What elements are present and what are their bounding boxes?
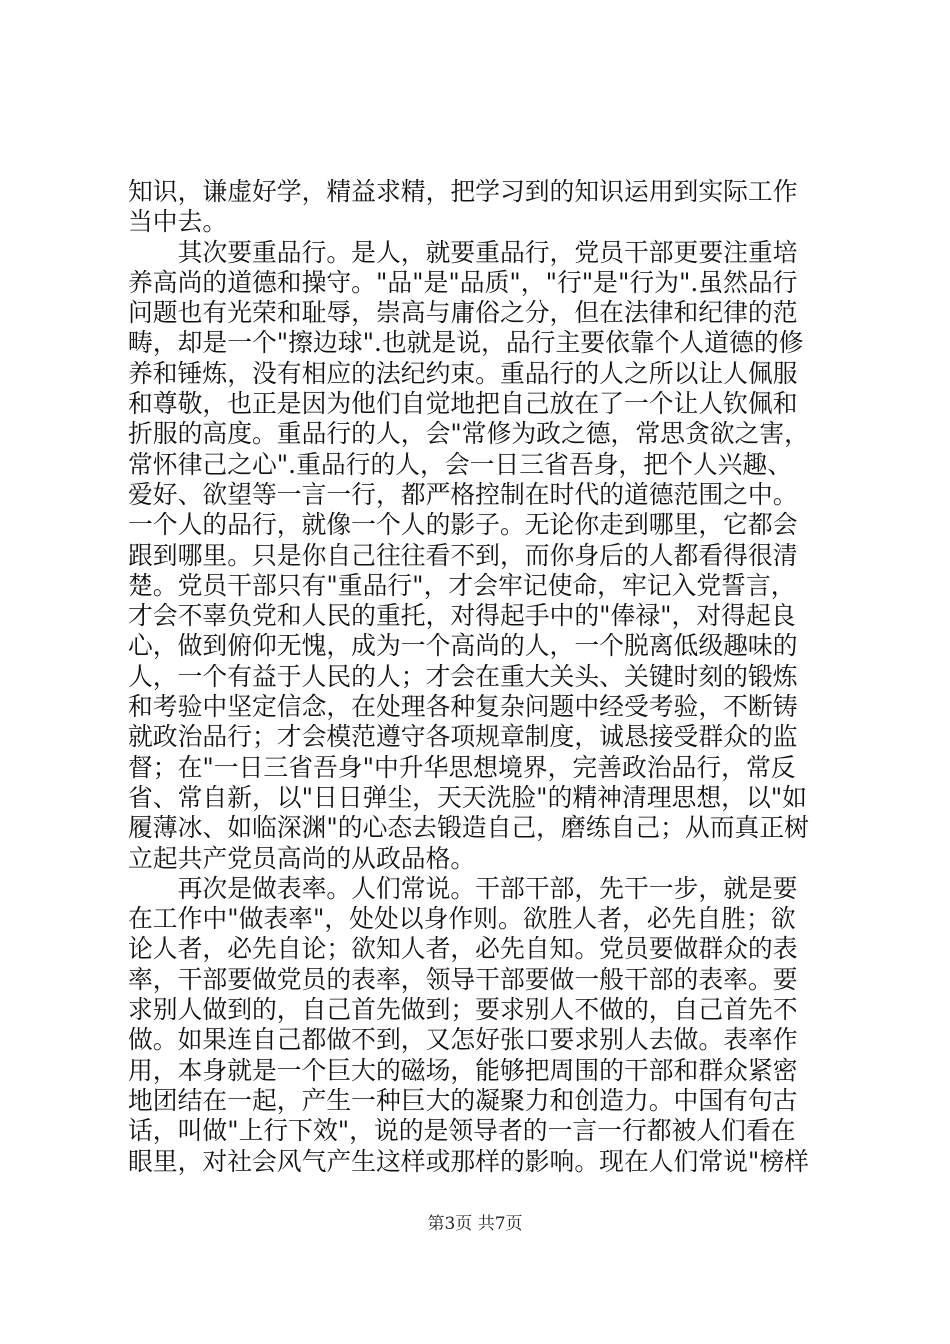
text-line: 养高尚的道德和操守。"品"是"品质"，"行"是"行为".虽然品行 bbox=[128, 267, 798, 297]
text-line: 跟到哪里。只是你自己往往看不到，而你身后的人都看得很清 bbox=[128, 540, 798, 570]
text-line: 折服的高度。重品行的人，会"常修为政之德，常思贪欲之害， bbox=[128, 419, 809, 449]
text-line: 做。如果连自己都做不到，又怎好张口要求别人去做。表率作 bbox=[128, 1025, 798, 1055]
text-line: 省、常自新，以"日日弹尘，天天洗脸"的精神清理思想，以"如 bbox=[128, 782, 807, 812]
page-number-footer: 第3页 共7页 bbox=[427, 1214, 523, 1234]
text-line: 立起共产党员高尚的从政品格。 bbox=[128, 843, 476, 873]
text-line: 论人者，必先自论；欲知人者，必先自知。党员要做群众的表 bbox=[128, 934, 798, 964]
text-line: 和尊敬，也正是因为他们自觉地把自己放在了一个让人钦佩和 bbox=[128, 389, 798, 419]
text-line: 爱好、欲望等一言一行，都严格控制在时代的道德范围之中。 bbox=[128, 479, 798, 509]
text-line: 在工作中"做表率"，处处以身作则。欲胜人者，必先自胜；欲 bbox=[128, 904, 796, 934]
text-line: 养和锤炼，没有相应的法纪约束。重品行的人之所以让人佩服 bbox=[128, 358, 798, 388]
text-line: 当中去。 bbox=[128, 207, 228, 237]
text-line: 求别人做到的，自己首先做到；要求别人不做的，自己首先不 bbox=[128, 995, 798, 1025]
text-line: 人，一个有益于人民的人；才会在重大关头、关键时刻的锻炼 bbox=[128, 661, 798, 691]
text-line: 常怀律己之心".重品行的人，会一日三省吾身，把个人兴趣、 bbox=[128, 449, 793, 479]
text-line: 知识，谦虚好学，精益求精，把学习到的知识运用到实际工作 bbox=[128, 177, 798, 206]
text-line: 才会不辜负党和人民的重托，对得起手中的"俸禄"，对得起良 bbox=[128, 601, 796, 631]
text-line: 率，干部要做党员的表率，领导干部要做一般干部的表率。要 bbox=[128, 964, 798, 994]
text-line: 和考验中坚定信念，在处理各种复杂问题中经受考验，不断铸 bbox=[128, 692, 798, 722]
text-line: 心，做到俯仰无愧，成为一个高尚的人，一个脱离低级趣味的 bbox=[128, 631, 798, 661]
text-line: 用，本身就是一个巨大的磁场，能够把周围的干部和群众紧密 bbox=[128, 1055, 798, 1085]
text-line: 地团结在一起，产生一种巨大的凝聚力和创造力。中国有句古 bbox=[128, 1085, 798, 1115]
text-line: 话，叫做"上行下效"，说的是领导者的一言一行都被人们看在 bbox=[128, 1116, 796, 1146]
text-line: 畴，却是一个"擦边球".也就是说，品行主要依靠个人道德的修 bbox=[128, 328, 804, 358]
text-line: 问题也有光荣和耻辱，崇高与庸俗之分，但在法律和纪律的范 bbox=[128, 298, 798, 328]
text-line: 眼里，对社会风气产生这样或那样的影响。现在人们常说"榜样 bbox=[128, 1146, 809, 1176]
text-line: 楚。党员干部只有"重品行"，才会牢记使命，牢记入党誓言， bbox=[128, 570, 796, 600]
body-text bbox=[128, 177, 832, 1177]
text-line: 督；在"一日三省吾身"中升华思想境界，完善政治品行，常反 bbox=[128, 752, 796, 782]
text-line: 再次是做表率。人们常说。干部干部，先干一步，就是要 bbox=[128, 873, 798, 903]
text-line: 就政治品行；才会模范遵守各项规章制度，诚恳接受群众的监 bbox=[128, 722, 798, 752]
text-line: 其次要重品行。是人，就要重品行，党员干部更要注重培 bbox=[128, 237, 798, 267]
text-line: 履薄冰、如临深渊"的心态去锻造自己，磨练自己；从而真正树 bbox=[128, 813, 809, 843]
text-line: 一个人的品行，就像一个人的影子。无论你走到哪里，它都会 bbox=[128, 510, 798, 540]
